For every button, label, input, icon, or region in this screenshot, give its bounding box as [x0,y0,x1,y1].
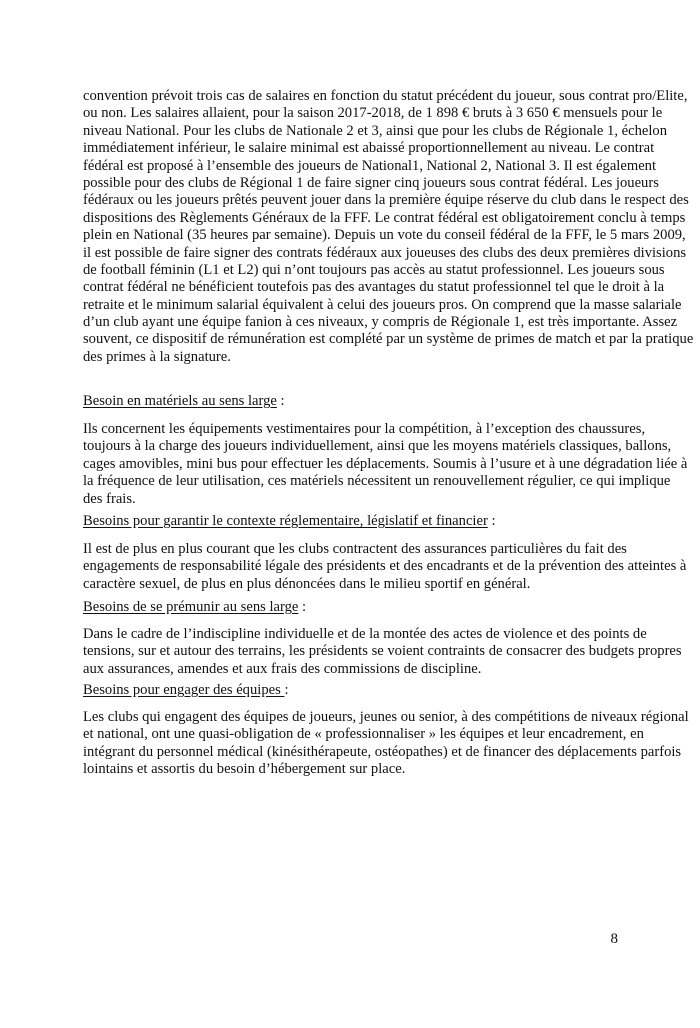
section-heading-text: Besoin en matériels au sens large [83,393,277,409]
section-heading [83,393,619,410]
paragraph-line: Il est de plus en plus courant que les clubs contractent des assurances particulières du fait des [83,541,627,557]
paragraph [83,541,687,593]
paragraph-line: la fréquence de leur utilisation, ces matériels nécessitent un renouvellement régulier, ce qui implique [83,473,671,490]
paragraph [83,421,688,508]
paragraph-line: intégrant du personnel médical (kinésithérapeute, ostéopathes) et de financer des déplacements parfois [83,743,682,760]
section-heading-colon: : [298,599,307,615]
paragraph [83,88,694,366]
paragraph-line: des frais. [83,490,136,507]
paragraph-line: engagements de responsabilité légale des présidents et des encadrants et de la prévention des atteintes à [83,558,687,575]
section-heading-colon: : [284,682,289,698]
paragraph-line: caractère sexuel, de plus en plus dénoncées dans le milieu sportif en général. [83,575,531,592]
paragraph-line: immédiatement inférieur, le salaire minimal est abaissé proportionnellement au niveau. Le contrat [83,140,655,157]
section-heading [83,682,619,699]
section-heading [83,513,619,530]
paragraph-line: et national, ont une quasi-obligation de « professionnaliser » les équipes et leur encadrement, en [83,726,644,743]
paragraph-line: il est possible de faire signer des contrats fédéraux aux joueuses des clubs des deux premières divisions [83,244,687,261]
paragraph-line: contrat fédéral ne bénéficient toutefois pas des avantages du statut professionnel tel que le droit à la [83,279,665,296]
section-heading-text: Besoins pour engager des équipes [83,682,285,698]
paragraph-line: lointains et assortis du besoin d’hébergement sur place. [83,761,406,778]
section-heading-colon: : [487,513,496,529]
section-heading [83,599,619,616]
paragraph-line: dispositions des Règlements Généraux de la FFF. Le contrat fédéral est obligatoirement conclu à temps [83,209,686,226]
paragraph [83,709,689,779]
paragraph-line: cages amovibles, mini bus pour effectuer les déplacements. Soumis à l’usure et à une dégradation liée à [83,455,688,472]
page-number: 8 [610,931,618,947]
paragraph-line: convention prévoit trois cas de salaires en fonction du statut précédent du joueur, sous contrat pro/Elite, [83,88,688,104]
paragraph-line: fédéral est proposé à l’ensemble des joueurs de National1, National 2, National 3. Il est également [83,157,657,174]
paragraph-line: fédéraux ou les joueurs prêtés peuvent jouer dans la première équipe réserve du club dans le respect des [83,192,689,209]
paragraph-line: Ils concernent les équipements vestimentaires pour la compétition, à l’exception des chaussures, [83,421,646,437]
paragraph-line: possible pour des clubs de Régional 1 de faire signer cinq joueurs sous contrat fédéral. Les joueurs [83,174,659,191]
paragraph-line: Dans le cadre de l’indiscipline individuelle et de la montée des actes de violence et des points de [83,626,647,642]
paragraph-line: ou non. Les salaires allaient, pour la saison 2017-2018, de 1 898 € bruts à 3 650 € mensuels pour le [83,105,663,122]
paragraph-line: des primes à la signature. [83,348,231,365]
section-heading-text: Besoins pour garantir le contexte réglementaire, législatif et financier [83,513,488,529]
paragraph-line: toujours à la charge des joueurs individuellement, ainsi que les moyens matériels classiques, ballons, [83,438,672,455]
paragraph [83,626,682,678]
paragraph-line: de football féminin (L1 et L2) qui n’ont toujours pas accès au statut professionnel. Les joueurs sous [83,261,665,278]
paragraph-line: retraite et le minimum salarial équivalent à celui des joueurs pros. On comprend que la masse salariale [83,296,682,313]
section-heading-colon: : [276,393,285,409]
paragraph-line: aux assurances, amendes et aux frais des commissions de discipline. [83,660,482,677]
paragraph-line: niveau National. Pour les clubs de Nationale 2 et 3, ainsi que pour les clubs de Régionale 1, échelon [83,122,667,139]
section-heading-text: Besoins de se prémunir au sens large [83,599,299,615]
paragraph-line: tensions, sur et autour des terrains, les présidents se voient contraints de consacrer des budgets propres [83,643,682,660]
paragraph-line: plein en National (35 heures par semaine). Depuis un vote du conseil fédéral de la FFF, le 5 mars 2009, [83,227,686,244]
paragraph-line: Les clubs qui engagent des équipes de joueurs, jeunes ou senior, à des compétitions de niveaux régional [83,709,689,725]
paragraph-line: souvent, ce dispositif de rémunération est complété par un système de primes de match et par la pratique [83,331,694,348]
paragraph-line: d’un club ayant une équipe fanion à ces niveaux, y compris de Régionale 1, est très importante. Assez [83,314,678,331]
